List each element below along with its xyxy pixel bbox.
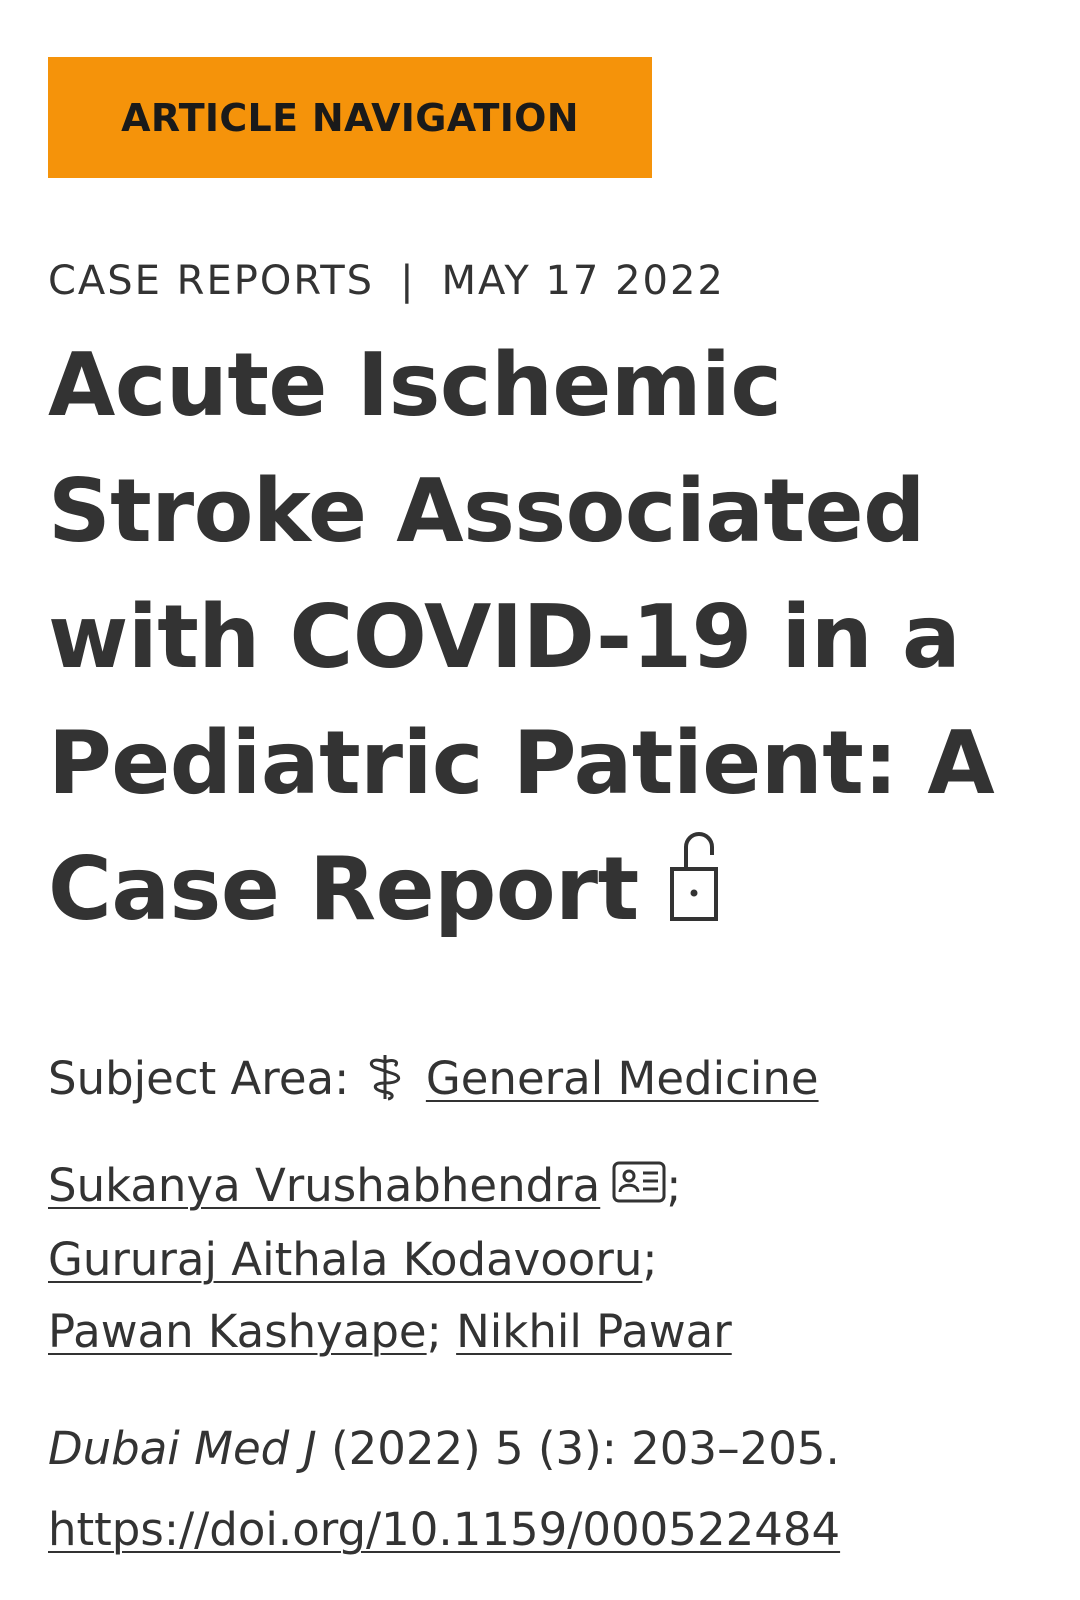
meta-separator: | <box>400 258 416 304</box>
author-line <box>48 1150 732 1224</box>
subject-area-label: Subject Area: <box>48 1052 350 1105</box>
author-link[interactable]: Pawan Kashyape <box>48 1305 427 1358</box>
author-link[interactable]: Gururaj Aithala Kodavooru <box>48 1233 643 1286</box>
article-title: Acute Ischemic Stroke Associated with COVID-19 in a Pediatric Patient: A Case Report <box>48 334 995 940</box>
doi <box>48 1503 840 1556</box>
open-lock-icon <box>669 830 719 956</box>
article-navigation-button[interactable] <box>48 57 652 178</box>
author-link[interactable]: Nikhil Pawar <box>456 1305 732 1358</box>
author-separator: ; <box>666 1159 682 1212</box>
article-category: CASE REPORTS <box>48 258 375 304</box>
author-separator: ; <box>426 1305 442 1358</box>
author-line <box>48 1296 732 1368</box>
author-separator: ; <box>642 1233 658 1286</box>
caduceus-icon <box>364 1052 406 1113</box>
subject-area-link[interactable]: General Medicine <box>425 1052 819 1105</box>
author-line <box>48 1224 732 1296</box>
publication-date: MAY 17 2022 <box>441 258 725 304</box>
doi-link[interactable]: https://doi.org/10.1159/000522484 <box>48 1503 841 1556</box>
article-meta <box>48 258 725 304</box>
article-title-heading <box>48 322 1058 956</box>
citation <box>48 1422 840 1475</box>
author-link[interactable]: Sukanya Vrushabhendra <box>48 1159 601 1212</box>
article-navigation-label: ARTICLE NAVIGATION <box>121 95 579 140</box>
citation-details: (2022) 5 (3): 203–205. <box>331 1422 840 1475</box>
journal-name: Dubai Med J <box>48 1422 317 1475</box>
contact-card-icon[interactable] <box>612 1152 666 1224</box>
author-list <box>48 1150 732 1368</box>
subject-area <box>48 1052 819 1113</box>
